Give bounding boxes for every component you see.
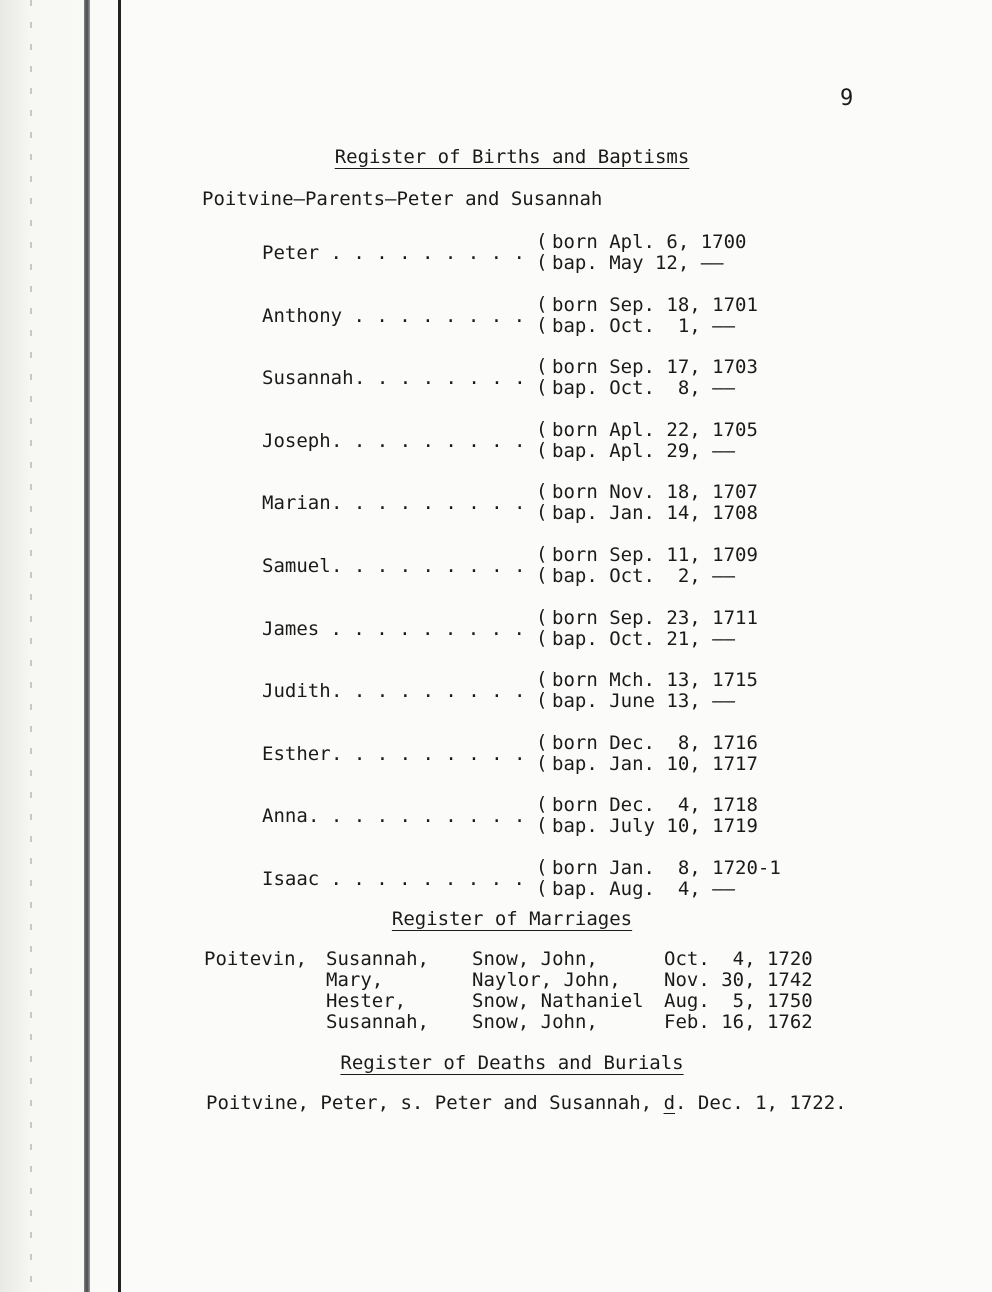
birth-entry bbox=[262, 356, 822, 402]
brace-mark: ( ( bbox=[536, 418, 548, 461]
leader-dots: . . . . . . . . . bbox=[331, 430, 526, 452]
page-number: 9 bbox=[840, 86, 854, 111]
deaths-heading: Register of Deaths and Burials bbox=[340, 1052, 684, 1074]
birth-entry bbox=[262, 231, 822, 277]
brace-mark: ( ( bbox=[536, 668, 548, 711]
leader-dots: . . . . . . . . . bbox=[319, 868, 525, 890]
marriage-given-name: Mary, bbox=[326, 969, 384, 991]
marriage-spouse: Snow, Nathaniel bbox=[472, 990, 644, 1012]
child-name: Anthony bbox=[262, 305, 343, 327]
birth-entry bbox=[262, 794, 822, 840]
brace-mark: ( ( bbox=[536, 731, 548, 774]
born-date: born Jan. 8, 1720-1 bbox=[552, 857, 781, 879]
born-date: born Sep. 18, 1701 bbox=[552, 294, 758, 316]
birth-entry bbox=[262, 481, 822, 527]
baptism-date: bap. May 12, —— bbox=[552, 252, 724, 274]
margin-rule bbox=[118, 0, 121, 1292]
death-entry bbox=[206, 1092, 847, 1114]
born-date: born Dec. 4, 1718 bbox=[552, 794, 758, 816]
born-date: born Apl. 22, 1705 bbox=[552, 419, 758, 441]
birth-entry bbox=[262, 294, 822, 340]
child-name: Susannah bbox=[262, 367, 354, 389]
brace-mark: ( ( bbox=[536, 230, 548, 273]
brace-mark: ( ( bbox=[536, 480, 548, 523]
baptism-date: bap. Jan. 14, 1708 bbox=[552, 502, 758, 524]
baptism-date: bap. Apl. 29, —— bbox=[552, 440, 736, 462]
brace-mark: ( ( bbox=[536, 293, 548, 336]
baptism-date: bap. Oct. 2, —— bbox=[552, 565, 736, 587]
child-name: Samuel bbox=[262, 555, 331, 577]
leader-dots: . . . . . . . . . bbox=[319, 618, 525, 640]
binding-edge bbox=[0, 0, 130, 1292]
born-date: born Nov. 18, 1707 bbox=[552, 481, 758, 503]
death-entry-date: . Dec. 1, 1722. bbox=[675, 1092, 847, 1114]
marriage-date: Nov. 30, 1742 bbox=[664, 969, 813, 991]
child-name: Marian bbox=[262, 492, 331, 514]
leader-dots: . . . . . . . . bbox=[354, 367, 526, 389]
child-name: Joseph bbox=[262, 430, 331, 452]
birth-entry bbox=[262, 607, 822, 653]
brace-mark: ( ( bbox=[536, 856, 548, 899]
child-name: Esther bbox=[262, 743, 331, 765]
marriage-surname: Poitevin, bbox=[204, 948, 307, 970]
marriage-given-name: Hester, bbox=[326, 990, 407, 1012]
born-date: born Sep. 23, 1711 bbox=[552, 607, 758, 629]
birth-entry bbox=[262, 544, 822, 590]
born-date: born Sep. 11, 1709 bbox=[552, 544, 758, 566]
born-date: born Apl. 6, 1700 bbox=[552, 231, 747, 253]
marriage-given-name: Susannah, bbox=[326, 1011, 429, 1033]
binding-speckle bbox=[30, 0, 32, 1292]
binding-shadow-line bbox=[84, 0, 90, 1292]
marriage-spouse: Naylor, John, bbox=[472, 969, 621, 991]
child-name: Anna bbox=[262, 805, 308, 827]
births-family-line: Poitvine—Parents—Peter and Susannah bbox=[202, 188, 603, 210]
leader-dots: . . . . . . . . . . bbox=[308, 805, 526, 827]
baptism-date: bap. Jan. 10, 1717 bbox=[552, 753, 758, 775]
leader-dots: . . . . . . . . . bbox=[331, 555, 526, 577]
birth-entry bbox=[262, 419, 822, 465]
marriage-date: Aug. 5, 1750 bbox=[664, 990, 813, 1012]
brace-mark: ( ( bbox=[536, 543, 548, 586]
child-name: Judith bbox=[262, 680, 331, 702]
leader-dots: . . . . . . . . . bbox=[331, 680, 526, 702]
marriage-given-name: Susannah, bbox=[326, 948, 429, 970]
birth-entry bbox=[262, 732, 822, 778]
death-entry-text: Poitvine, Peter, s. Peter and Susannah, bbox=[206, 1092, 664, 1114]
death-abbrev-d: d bbox=[663, 1092, 676, 1114]
birth-entry bbox=[262, 857, 822, 903]
born-date: born Mch. 13, 1715 bbox=[552, 669, 758, 691]
birth-entry bbox=[262, 669, 822, 715]
marriages-heading: Register of Marriages bbox=[391, 908, 633, 930]
marriage-spouse: Snow, John, bbox=[472, 948, 598, 970]
brace-mark: ( ( bbox=[536, 355, 548, 398]
leader-dots: . . . . . . . . . bbox=[319, 242, 525, 264]
leader-dots: . . . . . . . . . bbox=[331, 492, 526, 514]
baptism-date: bap. Aug. 4, —— bbox=[552, 878, 736, 900]
born-date: born Sep. 17, 1703 bbox=[552, 356, 758, 378]
baptism-date: bap. July 10, 1719 bbox=[552, 815, 758, 837]
baptism-date: bap. Oct. 8, —— bbox=[552, 377, 736, 399]
baptism-date: bap. Oct. 21, —— bbox=[552, 628, 736, 650]
marriage-date: Feb. 16, 1762 bbox=[664, 1011, 813, 1033]
child-name: James bbox=[262, 618, 320, 640]
baptism-date: bap. Oct. 1, —— bbox=[552, 315, 736, 337]
brace-mark: ( ( bbox=[536, 606, 548, 649]
marriage-date: Oct. 4, 1720 bbox=[664, 948, 813, 970]
marriage-spouse: Snow, John, bbox=[472, 1011, 598, 1033]
child-name: Peter bbox=[262, 242, 320, 264]
leader-dots: . . . . . . . . bbox=[342, 305, 526, 327]
born-date: born Dec. 8, 1716 bbox=[552, 732, 758, 754]
child-name: Isaac bbox=[262, 868, 320, 890]
leader-dots: . . . . . . . . . bbox=[331, 743, 526, 765]
brace-mark: ( ( bbox=[536, 793, 548, 836]
births-heading: Register of Births and Baptisms bbox=[334, 146, 690, 168]
baptism-date: bap. June 13, —— bbox=[552, 690, 736, 712]
